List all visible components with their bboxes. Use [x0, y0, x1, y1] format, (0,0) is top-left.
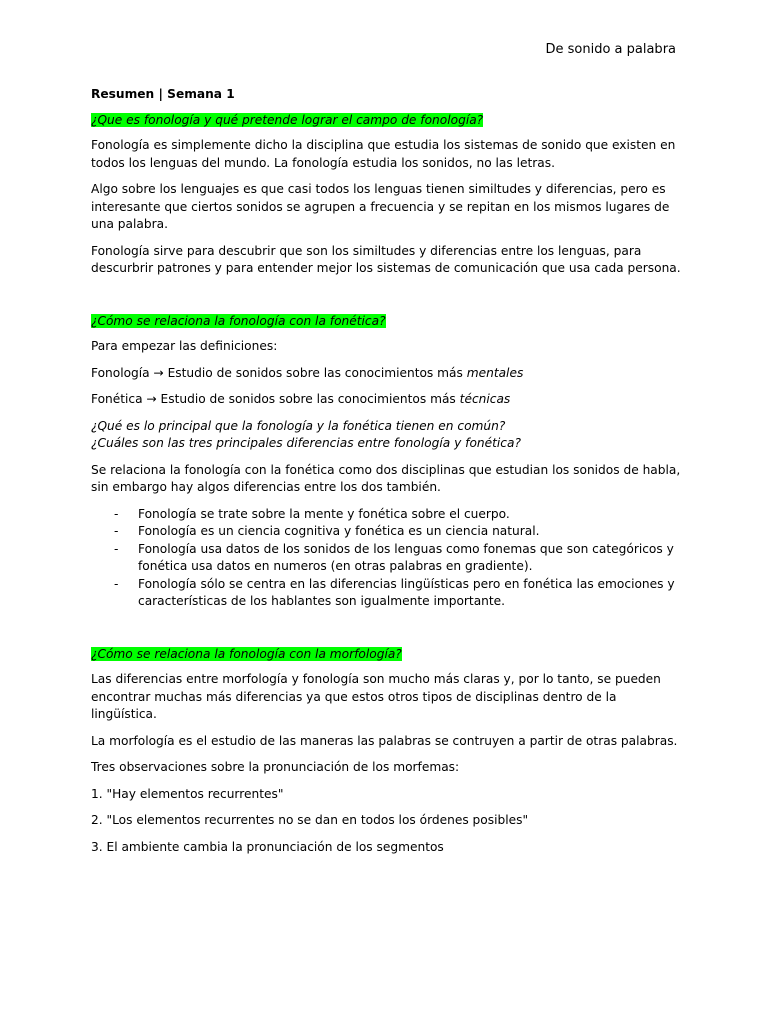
section1-paragraph-3: Fonología sirve para descubrir que son los similtudes y diferencias entre los lenguas, para descurbrir patrones y para entender mejor los sistemas de comunicación que usa cada persona. — [91, 243, 681, 275]
bullet-dash: - — [114, 576, 119, 591]
list-item — [91, 506, 681, 524]
definition-fonologia-emphasis: mentales — [466, 365, 524, 380]
definition-fonologia — [91, 365, 681, 383]
subquestion-1: ¿Qué es lo principal que la fonología y la fonética tienen en común? — [91, 418, 506, 433]
list-item-text: Fonología usa datos de los sonidos de los lenguas como fonemas que son categóricos y fonética usa datos en numeros (en otras palabras en gradiente). — [138, 541, 674, 573]
subquestion-2: ¿Cuáles son las tres principales diferencias entre fonología y fonética? — [91, 436, 521, 450]
list-item-text: Fonología es un ciencia cognitiva y fonética es un ciencia natural. — [138, 524, 540, 538]
spacer — [91, 620, 681, 646]
observation-3: 3. El ambiente cambia la pronunciación de los segmentos — [91, 839, 444, 854]
list-item-text: Fonología sólo se centra en las diferencias lingüísticas pero en fonética las emociones y características de los hablantes son igualmente importante. — [138, 576, 675, 608]
section2-question — [91, 313, 681, 331]
section3-paragraph-1: Las diferencias entre morfología y fonología son mucho más claras y, por lo tanto, se pueden encontrar muchas más diferencias ya que estos otros tipos de disciplinas dentro de la lingüística. — [91, 672, 661, 721]
page-header: De sonido a palabra — [545, 42, 676, 57]
section1-paragraph-2: Algo sobre los lenguajes es que casi todos los lenguas tienen similtudes y diferencias, pero es interesante que ciertos sonidos se agrupen a frecuencia y se repitan en los mismos lugares de una palabra. — [91, 182, 670, 231]
section3-question — [91, 646, 681, 664]
section2-paragraph: Se relaciona la fonología con la fonética como dos disciplinas que estudian los sonidos de habla, sin embargo hay algos diferencias entre los dos también. — [91, 462, 681, 494]
section2-intro: Para empezar las definiciones: — [91, 339, 278, 353]
document-body — [91, 86, 681, 865]
definition-fonetica-text: Fonética → Estudio de sonidos sobre las conocimientos más — [91, 392, 460, 406]
definition-fonetica — [91, 391, 681, 409]
section2-subquestions — [91, 418, 681, 453]
section3-paragraph-3: Tres observaciones sobre la pronunciación de los morfemas: — [91, 760, 460, 774]
section3-question-text: ¿Cómo se relaciona la fonología con la morfología? — [91, 646, 402, 661]
bullet-dash: - — [114, 506, 119, 521]
bullet-dash: - — [114, 541, 119, 556]
definition-fonetica-emphasis: técnicas — [459, 392, 511, 406]
definition-fonologia-text: Fonología → Estudio de sonidos sobre las conocimientos más — [91, 365, 467, 380]
bullet-dash: - — [114, 524, 119, 538]
section3-paragraph-2: La morfología es el estudio de las maneras las palabras se contruyen a partir de otras palabras. — [91, 733, 678, 748]
section1-question-text: ¿Que es fonología y qué pretende lograr el campo de fonología? — [91, 112, 484, 127]
list-item — [91, 523, 681, 541]
spacer — [91, 287, 681, 313]
list-item — [91, 541, 681, 576]
observation-1: 1. "Hay elementos recurrentes" — [91, 786, 284, 801]
section1-question — [91, 112, 681, 130]
section2-question-text: ¿Cómo se relaciona la fonología con la fonética? — [91, 313, 386, 328]
section1-paragraph-1: Fonología es simplemente dicho la disciplina que estudia los sistemas de sonido que existen en todos los lenguas del mundo. La fonología estudia los sonidos, no las letras. — [91, 138, 676, 170]
list-item — [91, 576, 681, 611]
differences-list — [91, 506, 681, 611]
observation-2: 2. "Los elementos recurrentes no se dan en todos los órdenes posibles" — [91, 813, 529, 827]
document-title: Resumen | Semana 1 — [91, 87, 235, 101]
list-item-text: Fonología se trate sobre la mente y fonética sobre el cuerpo. — [138, 506, 510, 521]
